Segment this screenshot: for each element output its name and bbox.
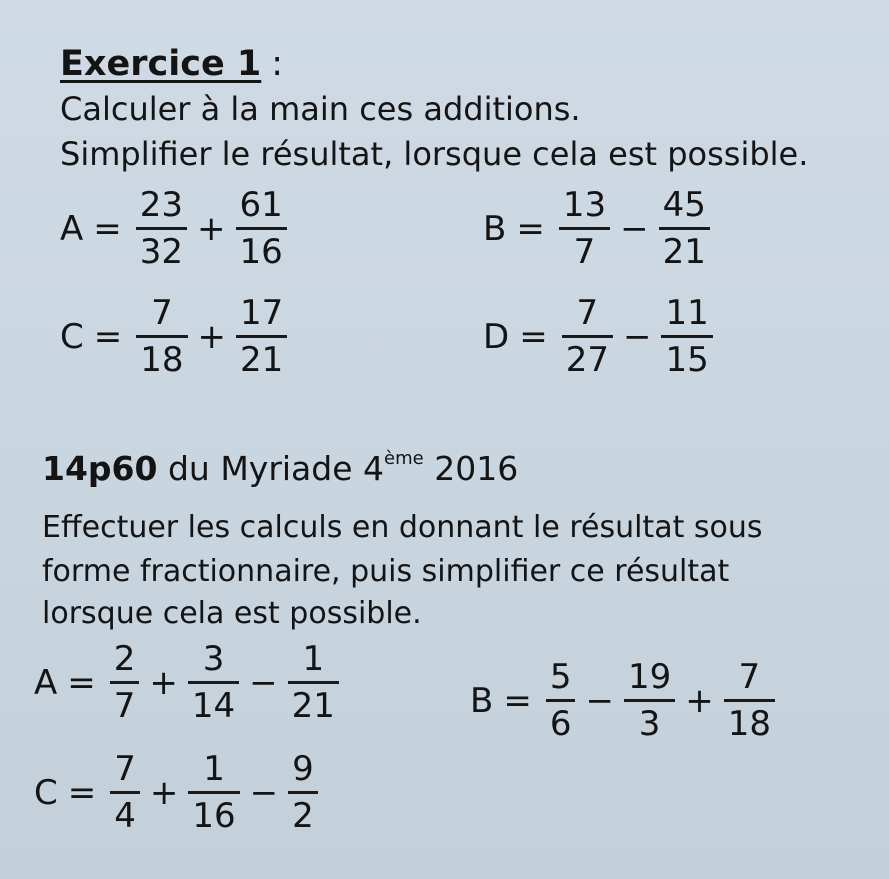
ex1-c-frac-2 xyxy=(236,293,287,380)
exercise1-title-colon: : xyxy=(271,44,284,84)
ex1-d-frac-2 xyxy=(661,293,712,380)
ex2-a-num-1: 2 xyxy=(113,639,136,679)
ex2-b-num-2: 19 xyxy=(627,657,672,697)
ex2-b-den-1: 6 xyxy=(549,704,572,744)
ex1-b-frac-2 xyxy=(659,185,710,272)
ex1-b-op: − xyxy=(620,208,649,249)
ex2-a-den-3: 21 xyxy=(291,686,335,726)
ex1-d-op: − xyxy=(622,316,652,357)
ex1-b-num-1: 13 xyxy=(562,185,607,225)
ex1-a-frac-1 xyxy=(136,185,187,272)
ex2-c-equals: = xyxy=(67,772,97,813)
ex1-a-num-2: 61 xyxy=(239,185,283,225)
exercise2-title-sup: ème xyxy=(384,448,424,469)
ex1-c-op: + xyxy=(197,316,227,357)
ex1-b-num-2: 45 xyxy=(662,185,706,225)
exercise1-instruction-2: Simplifier le résultat, lorsque cela est possible. xyxy=(60,135,809,173)
ex2-b-equals: = xyxy=(503,680,532,721)
exercise2-title-source: du Myriade 4 xyxy=(167,449,385,488)
ex1-a-den-2: 16 xyxy=(239,232,283,272)
ex2-c-var: C xyxy=(34,772,58,813)
exercise2-para-1: Effectuer les calculs en donnant le résultat sous xyxy=(42,510,763,545)
ex2-a-frac-1 xyxy=(110,639,140,726)
exercise2-title xyxy=(42,448,518,488)
exercise2-title-ref: 14p60 xyxy=(42,449,158,488)
ex2-equation-a xyxy=(34,639,343,726)
ex2-b-frac-2 xyxy=(624,657,675,744)
ex2-c-frac-3 xyxy=(288,749,318,836)
ex1-c-den-1: 18 xyxy=(140,340,184,380)
ex1-d-equals: = xyxy=(519,316,548,357)
ex1-c-num-1: 7 xyxy=(151,293,173,333)
ex1-equation-c xyxy=(60,293,291,380)
ex2-a-den-2: 14 xyxy=(191,686,236,726)
ex2-equation-c xyxy=(34,749,322,836)
ex1-c-den-2: 21 xyxy=(240,340,284,380)
ex1-equation-a xyxy=(60,185,291,272)
ex2-c-frac-2 xyxy=(188,749,239,836)
ex1-b-den-2: 21 xyxy=(662,232,706,272)
ex1-b-den-1: 7 xyxy=(573,232,596,272)
ex1-a-den-1: 32 xyxy=(139,232,184,272)
ex2-a-frac-3 xyxy=(288,639,339,726)
ex1-d-var: D xyxy=(483,316,510,357)
ex2-b-frac-1 xyxy=(546,657,576,744)
ex2-a-frac-2 xyxy=(188,639,239,726)
ex1-a-frac-2 xyxy=(236,185,287,272)
ex1-equation-d xyxy=(483,293,717,380)
ex1-b-frac-1 xyxy=(559,185,610,272)
ex2-b-num-3: 7 xyxy=(738,657,761,697)
ex2-c-frac-1 xyxy=(110,749,140,836)
ex2-c-den-2: 16 xyxy=(192,796,236,836)
ex1-c-frac-1 xyxy=(136,293,187,380)
ex1-a-equals: = xyxy=(93,208,122,249)
ex2-c-op-2: − xyxy=(249,772,279,813)
ex2-c-den-1: 4 xyxy=(114,796,136,836)
ex1-b-equals: = xyxy=(516,208,545,249)
ex1-d-num-1: 7 xyxy=(576,293,599,333)
ex2-a-op-2: − xyxy=(249,662,278,703)
ex1-equation-b xyxy=(483,185,714,272)
ex1-a-op: + xyxy=(197,208,226,249)
ex2-b-op-1: − xyxy=(585,680,614,721)
ex2-a-num-2: 3 xyxy=(202,639,225,679)
ex2-b-var: B xyxy=(470,680,494,721)
ex2-a-den-1: 7 xyxy=(113,686,136,726)
ex2-c-den-3: 2 xyxy=(292,796,314,836)
ex2-c-op-1: + xyxy=(149,772,179,813)
exercise1-title-text: Exercice 1 xyxy=(60,44,262,84)
exercise2-para-3: lorsque cela est possible. xyxy=(42,596,422,631)
ex1-c-num-2: 17 xyxy=(240,293,284,333)
exercise2-title-year: 2016 xyxy=(434,449,519,488)
ex2-c-num-1: 7 xyxy=(114,749,136,789)
ex1-d-num-2: 11 xyxy=(665,293,709,333)
exercise1-title xyxy=(60,44,283,84)
ex2-b-den-3: 18 xyxy=(727,704,771,744)
ex1-a-var: A xyxy=(60,208,84,249)
ex1-d-frac-1 xyxy=(562,293,613,380)
ex2-equation-b xyxy=(470,657,779,744)
ex2-a-equals: = xyxy=(67,662,96,703)
ex1-d-den-1: 27 xyxy=(565,340,609,380)
ex2-b-num-1: 5 xyxy=(549,657,572,697)
exercise2-para-2: forme fractionnaire, puis simplifier ce résultat xyxy=(42,554,730,589)
ex2-b-op-2: + xyxy=(685,680,714,721)
ex2-b-frac-3 xyxy=(724,657,775,744)
exercise1-instruction-1: Calculer à la main ces additions. xyxy=(60,90,581,128)
ex1-c-equals: = xyxy=(93,316,123,357)
ex2-a-var: A xyxy=(34,662,58,703)
ex1-a-num-1: 23 xyxy=(139,185,184,225)
ex2-a-op-1: + xyxy=(149,662,178,703)
ex2-b-den-2: 3 xyxy=(638,704,661,744)
ex2-c-num-2: 1 xyxy=(203,749,225,789)
ex2-c-num-3: 9 xyxy=(292,749,314,789)
ex1-c-var: C xyxy=(60,316,84,357)
ex2-a-num-3: 1 xyxy=(302,639,325,679)
ex1-d-den-2: 15 xyxy=(665,340,709,380)
ex1-b-var: B xyxy=(483,208,507,249)
